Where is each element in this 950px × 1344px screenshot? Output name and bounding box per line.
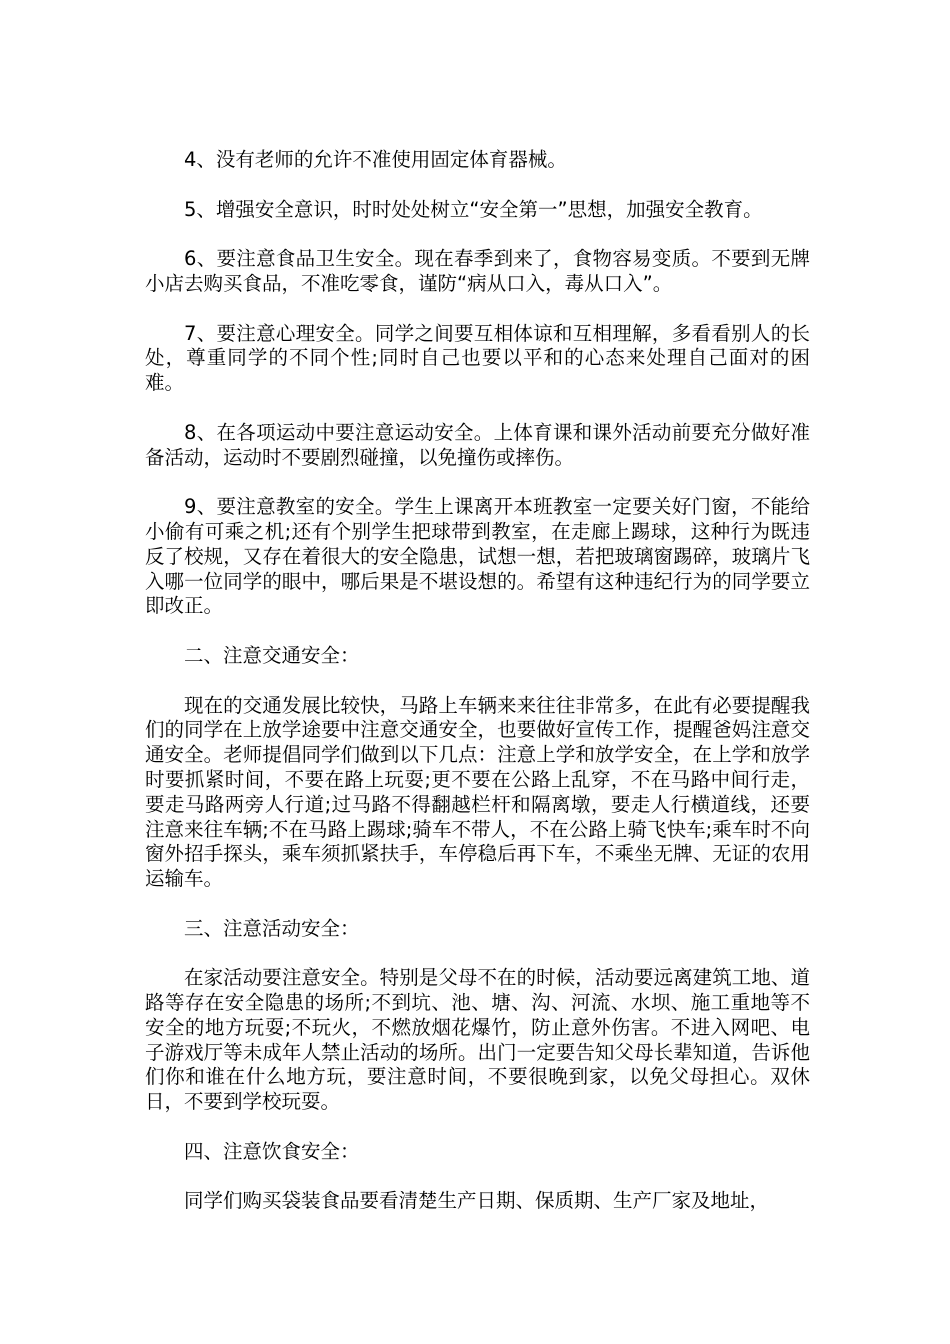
activity-safety-paragraph: 在家活动要注意安全。特别是父母不在的时候，活动要远离建筑工地、道路等存在安全隐患的场所;不到坑、池、塘、沟、河流、水坝、施工重地等不安全的地方玩耍;不玩火，不燃放烟花爆竹，防止意外伤害。不进入网吧、电子游戏厅等未成年人禁止活动的场所。出门一定要告知父母长辈知道，告诉他们你和谁在什么地方玩，要注意时间，不要很晚到家，以免父母担心。双休日，不要到学校玩耍。: [145, 966, 810, 1114]
document-page: [145, 148, 810, 1239]
rule-9-paragraph: 9、要注意教室的安全。学生上课离开本班教室一定要关好门窗，不能给小偷有可乘之机;还有个别学生把球带到教室，在走廊上踢球，这种行为既违反了校规，又存在着很大的安全隐患，试想一想，若把玻璃窗踢碎，玻璃片飞入哪一位同学的眼中，哪后果是不堪设想的。希望有这种违纪行为的同学要立即改正。: [145, 495, 810, 618]
rule-5-paragraph: 5、增强安全意识，时时处处树立“安全第一”思想，加强安全教育。: [184, 197, 763, 221]
section-heading-traffic: 二、注意交通安全：: [184, 643, 360, 667]
section-heading-activity: 三、注意活动安全：: [184, 916, 360, 940]
section-heading-food: 四、注意饮食安全：: [184, 1139, 360, 1163]
rule-6-paragraph: 6、要注意食品卫生安全。现在春季到来了，食物容易变质。不要到无牌小店去购买食品，不准吃零食，谨防“病从口入，毒从口入”。: [145, 247, 810, 295]
food-safety-paragraph: 同学们购买袋装食品要看清楚生产日期、保质期、生产厂家及地址，: [184, 1189, 770, 1213]
rule-7-paragraph: 7、要注意心理安全。同学之间要互相体谅和互相理解，多看看别人的长处，尊重同学的不同个性;同时自己也要以平和的心态来处理自己面对的困难。: [145, 321, 810, 395]
traffic-safety-paragraph: 现在的交通发展比较快，马路上车辆来来往往非常多，在此有必要提醒我们的同学在上放学途要中注意交通安全，也要做好宣传工作，提醒爸妈注意交通安全。老师提倡同学们做到以下几点：注意上学和放学安全，在上学和放学时要抓紧时间，不要在路上玩耍;更不要在公路上乱穿，不在马路中间行走，要走马路两旁人行道;过马路不得翻越栏杆和隔离墩，要走人行横道线，还要注意来往车辆;不在马路上踢球;骑车不带人，不在公路上骑飞快车;乘车时不向窗外招手探头，乘车须抓紧扶手，车停稳后再下车，不乘坐无牌、无证的农用运输车。: [145, 693, 810, 891]
rule-4-paragraph: 4、没有老师的允许不准使用固定体育器械。: [184, 148, 567, 171]
rule-8-paragraph: 8、在各项运动中要注意运动安全。上体育课和课外活动前要充分做好准备活动，运动时不要剧烈碰撞，以免撞伤或摔伤。: [145, 420, 810, 469]
